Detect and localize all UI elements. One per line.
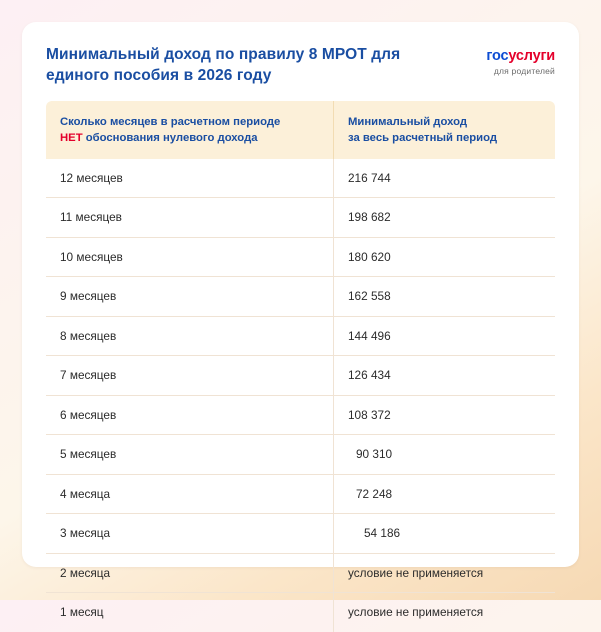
column-header-period-line2	[60, 130, 319, 146]
cell-amount: 180 620	[333, 238, 555, 277]
cell-amount: 198 682	[333, 198, 555, 237]
table-row	[46, 198, 555, 238]
cell-period: 8 месяцев	[60, 328, 117, 343]
column-header-income-line2: за весь расчетный период	[348, 132, 498, 145]
cell-period: 1 месяц	[60, 605, 104, 620]
no-justification-highlight: НЕТ	[60, 132, 83, 145]
table-row	[46, 593, 555, 632]
cell-period: 9 месяцев	[60, 289, 117, 304]
cell-amount: 72 248	[333, 475, 555, 514]
cell-period: 10 месяцев	[60, 249, 123, 264]
cell-period: 12 месяцев	[60, 170, 123, 185]
cell-period: 3 месяца	[60, 526, 111, 541]
table-row	[46, 475, 555, 515]
cell-period: 5 месяцев	[60, 447, 117, 462]
column-header-period-line2-rest: обоснования нулевого дохода	[82, 132, 258, 145]
page-title: Минимальный доход по правилу 8 МРОТ для единого пособия в 2026 году	[46, 46, 401, 85]
brand-uslugi-text: услуги	[508, 48, 555, 64]
table-row	[46, 435, 555, 475]
cell-amount: 162 558	[333, 277, 555, 316]
table-row	[46, 396, 555, 436]
cell-amount: 144 496	[333, 317, 555, 356]
brand-subtitle: для родителей	[493, 66, 555, 76]
table-row	[46, 159, 555, 199]
table-row	[46, 238, 555, 278]
table-row	[46, 277, 555, 317]
cell-condition-note: условие не применяется	[333, 593, 555, 632]
table-row	[46, 317, 555, 357]
table-row	[46, 554, 555, 594]
cell-amount: 90 310	[333, 435, 555, 474]
cell-amount: 108 372	[333, 396, 555, 435]
brand-gos-text: гос	[486, 48, 509, 64]
column-header-period-line1: Сколько месяцев в расчетном периоде	[60, 115, 281, 128]
cell-condition-note: условие не применяется	[333, 554, 555, 593]
card-header	[22, 22, 579, 101]
brand-wordmark	[486, 48, 555, 64]
cell-period: 4 месяца	[60, 486, 111, 501]
cell-period: 2 месяца	[60, 565, 111, 580]
cell-amount: 54 186	[333, 514, 555, 553]
cell-period: 7 месяцев	[60, 368, 117, 383]
info-card	[22, 22, 579, 620]
table-row	[46, 514, 555, 554]
cell-amount: 216 744	[333, 159, 555, 198]
column-header-period	[46, 101, 333, 159]
cell-period: 11 месяцев	[60, 210, 122, 225]
cell-period: 6 месяцев	[60, 407, 117, 422]
cell-amount: 126 434	[333, 356, 555, 395]
table-row	[46, 356, 555, 396]
table-header-row	[46, 101, 555, 159]
column-header-income-line1: Минимальный доход	[348, 115, 468, 128]
brand-logo	[486, 44, 555, 76]
income-table	[22, 101, 579, 632]
column-header-income	[333, 101, 555, 159]
table-body	[46, 159, 555, 632]
